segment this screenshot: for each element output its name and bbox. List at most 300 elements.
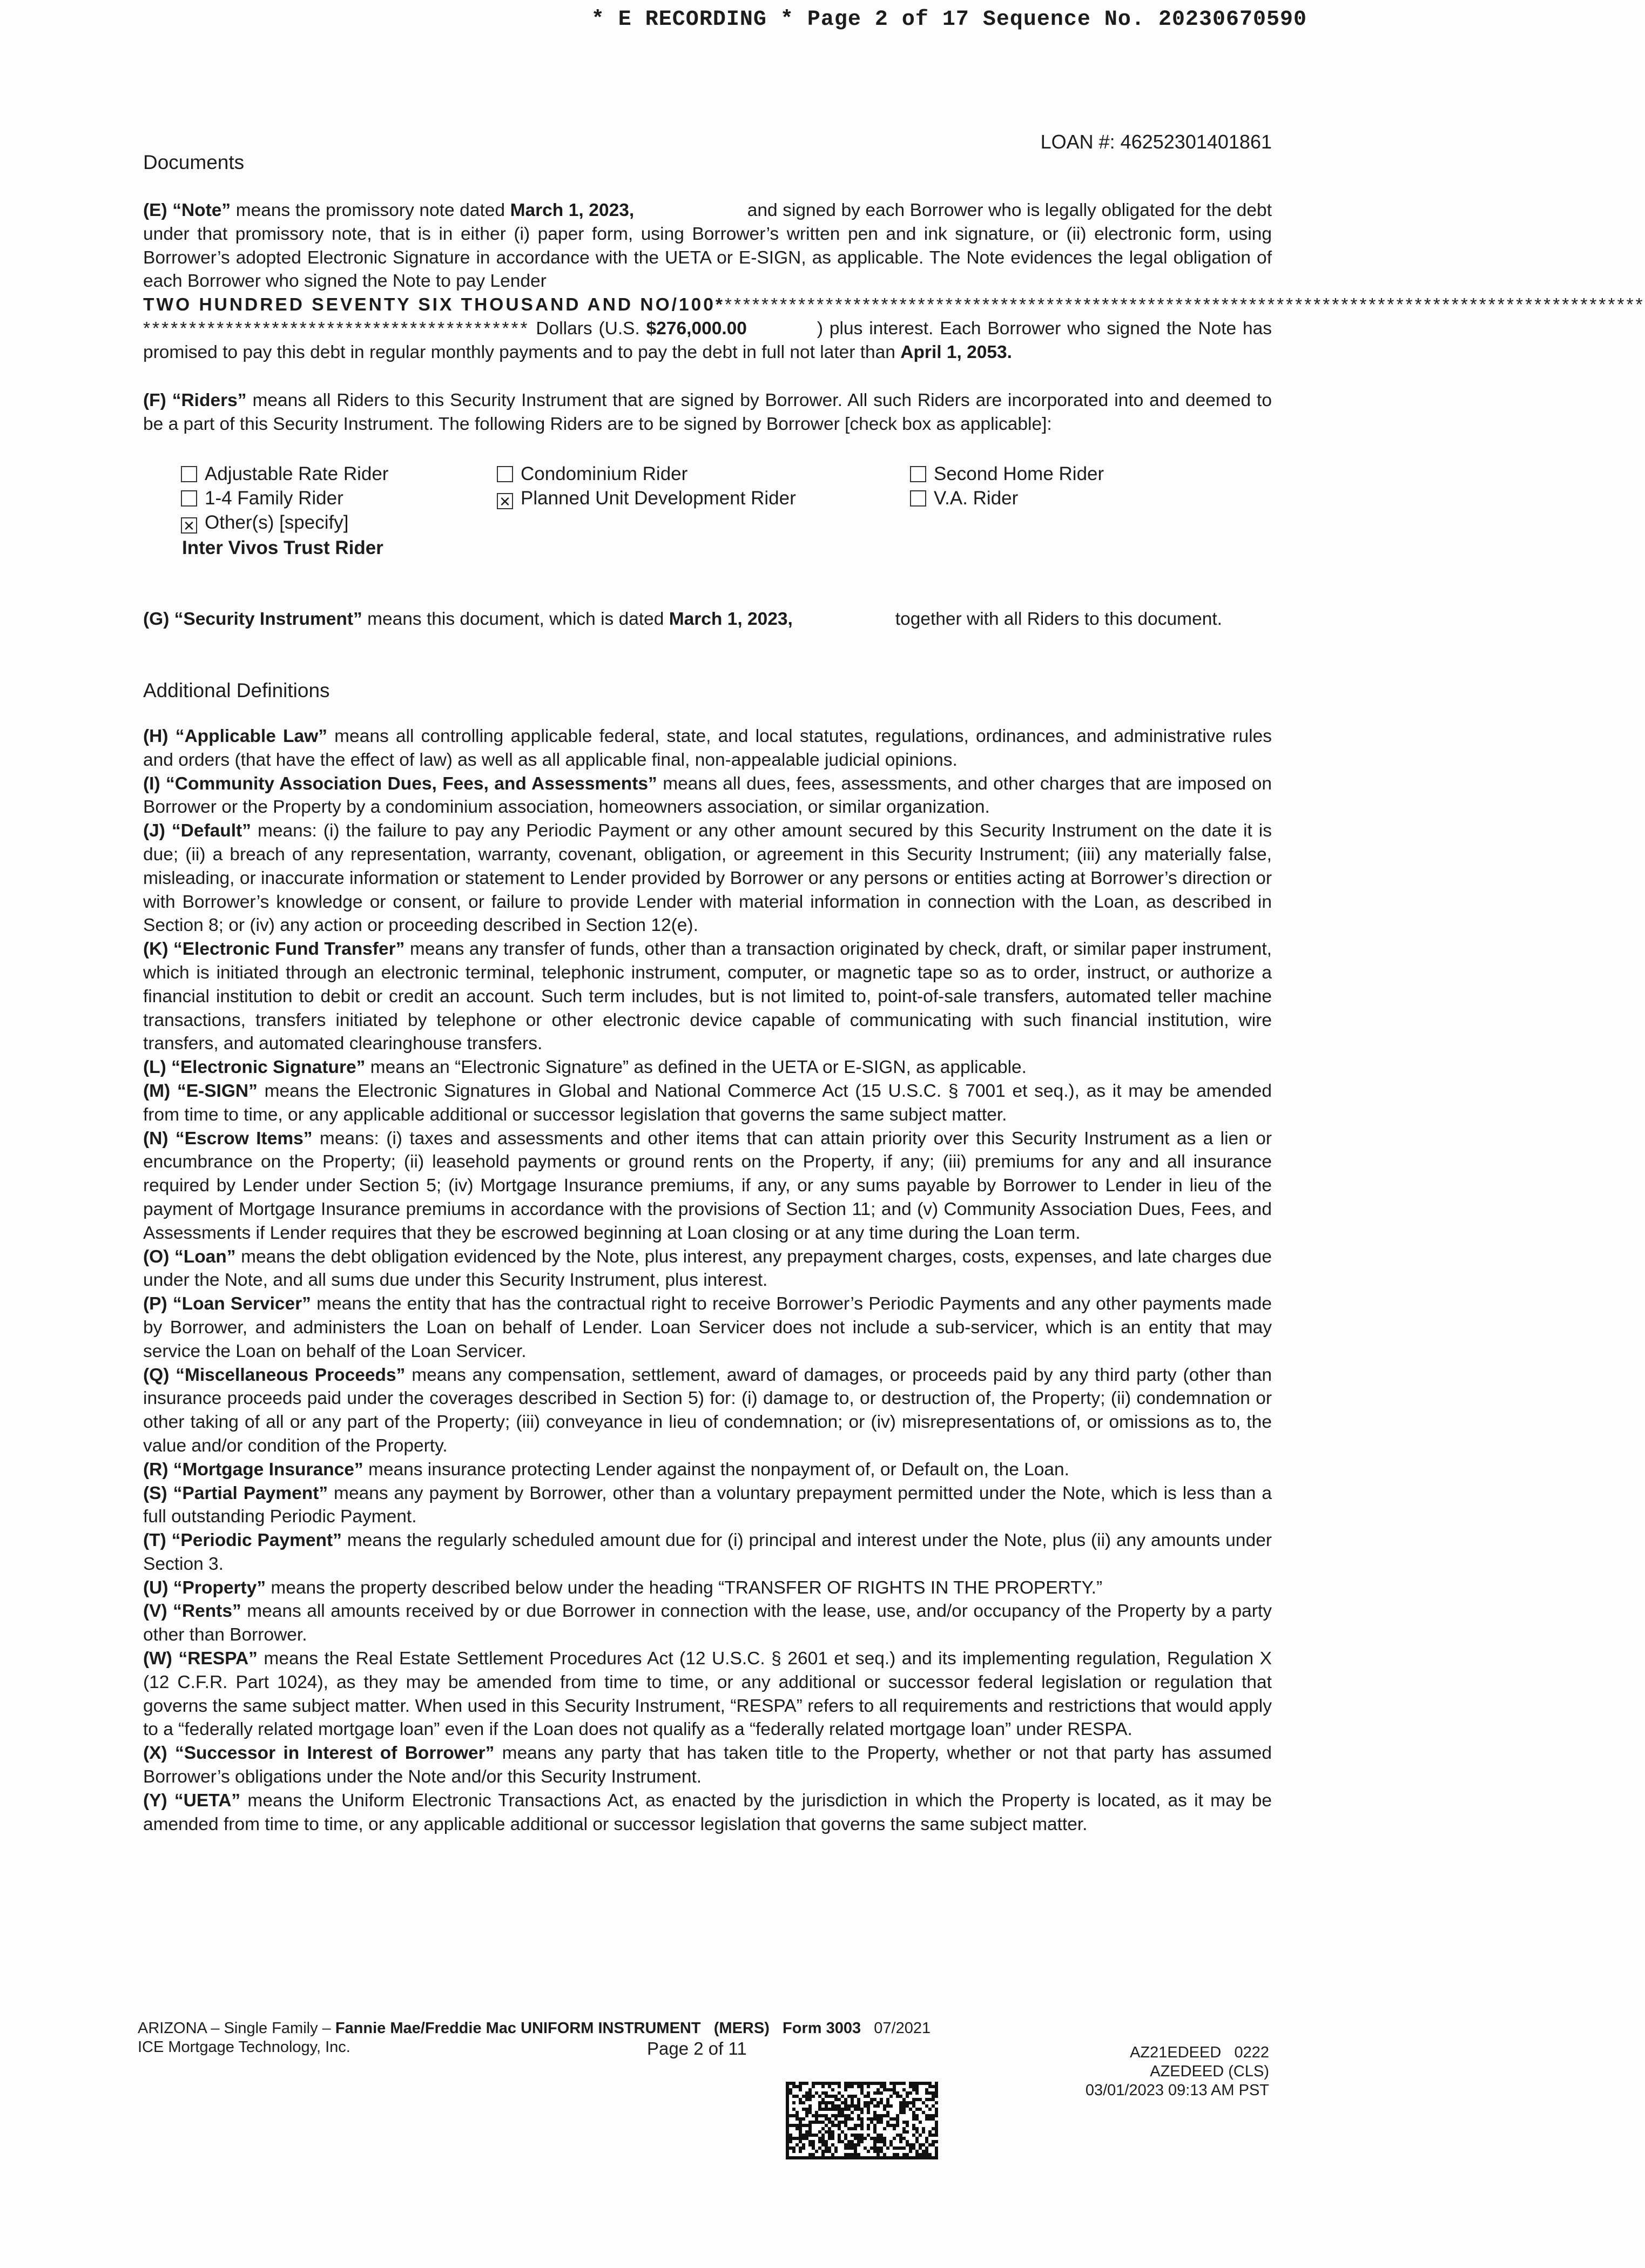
barcode-module — [932, 2114, 935, 2117]
barcode-module — [851, 2143, 854, 2146]
barcode-module — [795, 2117, 799, 2121]
barcode-module — [792, 2082, 795, 2085]
note-text-1: means the promissory note dated — [231, 200, 510, 220]
definition-text: means the debt obligation evidenced by the Note, plus interest, any prepayment charges, costs, expenses, and late charges due under the Note, and all sums due under this Security Instrument, plus interest. — [143, 1246, 1272, 1291]
barcode-module — [928, 2114, 932, 2117]
barcode-module — [889, 2140, 893, 2143]
barcode-module — [915, 2127, 919, 2130]
barcode-module — [786, 2098, 789, 2101]
barcode-module — [925, 2088, 928, 2091]
barcode-module — [883, 2104, 886, 2108]
barcode-module — [831, 2095, 834, 2098]
barcode-module — [889, 2117, 893, 2121]
barcode-module — [935, 2127, 938, 2130]
barcode-module — [825, 2130, 828, 2134]
barcode-module — [847, 2156, 851, 2159]
barcode-module — [880, 2082, 883, 2085]
barcode-module — [844, 2114, 847, 2117]
barcode-module — [877, 2117, 880, 2121]
barcode-module — [912, 2111, 915, 2114]
barcode-module — [854, 2156, 857, 2159]
barcode-module — [925, 2137, 928, 2140]
barcode-module — [847, 2114, 851, 2117]
barcode-module — [805, 2156, 808, 2159]
barcode-module — [841, 2095, 844, 2098]
barcode-module — [828, 2082, 831, 2085]
barcode-module — [812, 2085, 815, 2088]
barcode-module — [815, 2114, 818, 2117]
barcode-module — [877, 2101, 880, 2104]
barcode-module — [808, 2127, 812, 2130]
definition-label: (M) “E-SIGN” — [143, 1081, 258, 1101]
barcode-module — [802, 2101, 805, 2104]
barcode-module — [844, 2124, 847, 2127]
barcode-module — [834, 2095, 838, 2098]
barcode-module — [854, 2150, 857, 2153]
definition-label: (J) “Default” — [143, 821, 251, 841]
barcode-module — [873, 2111, 877, 2114]
checkbox-1-4-family[interactable] — [181, 490, 197, 507]
barcode-module — [805, 2114, 808, 2117]
barcode-module — [786, 2146, 789, 2150]
definition-item — [143, 1482, 1272, 1529]
barcode-module — [857, 2134, 860, 2137]
barcode-module — [912, 2134, 915, 2137]
barcode-module — [928, 2153, 932, 2156]
barcode-module — [928, 2134, 932, 2137]
barcode-module — [902, 2153, 906, 2156]
rider-condominium[interactable] — [497, 463, 687, 485]
barcode-module — [899, 2111, 902, 2114]
definition-item — [143, 1245, 1272, 1293]
barcode-module — [805, 2134, 808, 2137]
barcode-module — [844, 2088, 847, 2091]
checkbox-other[interactable]: ✕ — [181, 517, 197, 534]
definition-label: (V) “Rents” — [143, 1601, 241, 1622]
datamatrix-barcode — [786, 2082, 940, 2162]
barcode-module — [922, 2150, 925, 2153]
barcode-module — [818, 2095, 821, 2098]
barcode-module — [919, 2082, 922, 2085]
rider-label: Adjustable Rate Rider — [205, 463, 389, 484]
barcode-module — [932, 2143, 935, 2146]
barcode-module — [847, 2153, 851, 2156]
barcode-module — [935, 2130, 938, 2134]
barcode-module — [789, 2146, 792, 2150]
barcode-module — [828, 2130, 831, 2134]
barcode-module — [893, 2117, 896, 2121]
barcode-module — [847, 2143, 851, 2146]
barcode-module — [864, 2137, 867, 2140]
barcode-module — [825, 2104, 828, 2108]
riders-definition — [143, 389, 1272, 436]
barcode-module — [795, 2143, 799, 2146]
barcode-module — [902, 2146, 906, 2150]
barcode-module — [838, 2156, 841, 2159]
barcode-module — [877, 2121, 880, 2124]
barcode-module — [821, 2156, 825, 2159]
barcode-module — [831, 2108, 834, 2111]
barcode-module — [854, 2146, 857, 2150]
barcode-module — [899, 2104, 902, 2108]
barcode-module — [870, 2117, 873, 2121]
barcode-module — [906, 2091, 909, 2095]
barcode-module — [831, 2114, 834, 2117]
barcode-module — [805, 2111, 808, 2114]
rider-1-4-family[interactable] — [181, 488, 343, 509]
barcode-module — [893, 2127, 896, 2130]
barcode-module — [925, 2091, 928, 2095]
barcode-module — [880, 2156, 883, 2159]
barcode-module — [864, 2101, 867, 2104]
barcode-module — [854, 2095, 857, 2098]
barcode-module — [838, 2111, 841, 2114]
form-code: AZ21EDEED 0222 — [1130, 2044, 1269, 2061]
barcode-module — [844, 2143, 847, 2146]
barcode-module — [886, 2146, 889, 2150]
barcode-module — [789, 2137, 792, 2140]
barcode-module — [935, 2091, 938, 2095]
barcode-module — [880, 2134, 883, 2137]
barcode-module — [802, 2146, 805, 2150]
barcode-module — [935, 2085, 938, 2088]
barcode-module — [851, 2117, 854, 2121]
barcode-module — [847, 2095, 851, 2098]
barcode-module — [854, 2153, 857, 2156]
barcode-module — [925, 2153, 928, 2156]
definitions-list — [143, 725, 1272, 1836]
barcode-module — [786, 2156, 789, 2159]
barcode-module — [802, 2117, 805, 2121]
form-prefix: ARIZONA – Single Family – — [138, 2020, 335, 2037]
barcode-module — [795, 2127, 799, 2130]
barcode-module — [851, 2085, 854, 2088]
barcode-module — [786, 2091, 789, 2095]
barcode-module — [815, 2111, 818, 2114]
barcode-module — [792, 2108, 795, 2111]
barcode-module — [851, 2098, 854, 2101]
barcode-module — [896, 2124, 899, 2127]
barcode-module — [867, 2101, 870, 2104]
barcode-module — [889, 2088, 893, 2091]
definition-text: means the regularly scheduled amount due for (i) principal and interest under the Note, plus (ii) any amounts under Section 3. — [143, 1530, 1272, 1574]
rider-va[interactable] — [910, 488, 1018, 509]
barcode-module — [838, 2082, 841, 2085]
barcode-module — [841, 2111, 844, 2114]
barcode-module — [792, 2156, 795, 2159]
barcode-module — [825, 2108, 828, 2111]
barcode-module — [893, 2124, 896, 2127]
barcode-module — [925, 2117, 928, 2121]
definition-text: means: (i) taxes and assessments and other items that can attain priority over this Security Instrument as a lien or encumbrance on the Property; (ii) leasehold payments or ground rents on the Property, if any; (iii) premiums for any and all insurance required by Lender under Section 5; (iv) Mortgage Insurance premiums, if any, or any sums payable by Borrower to Lender in lieu of the payment of Mortgage Insurance premiums in accordance with the provisions of Section 11; and (v) Community Association Dues, Fees, and Assessments if Lender requires that they be escrowed beginning at Loan closing or at any time during the Loan term. — [143, 1128, 1272, 1243]
barcode-module — [821, 2091, 825, 2095]
checkbox-condominium[interactable] — [497, 466, 513, 482]
barcode-module — [812, 2134, 815, 2137]
barcode-module — [825, 2117, 828, 2121]
barcode-module — [935, 2111, 938, 2114]
definition-text: means all dues, fees, assessments, and other charges that are imposed on Borrower or the Property by a condominium association, homeowners association, or similar organization. — [143, 773, 1272, 818]
barcode-module — [873, 2143, 877, 2146]
barcode-module — [831, 2101, 834, 2104]
barcode-module — [889, 2156, 893, 2159]
barcode-module — [805, 2130, 808, 2134]
barcode-module — [847, 2085, 851, 2088]
barcode-module — [922, 2127, 925, 2130]
barcode-module — [838, 2085, 841, 2088]
barcode-module — [857, 2140, 860, 2143]
barcode-module — [899, 2137, 902, 2140]
rider-second-home[interactable] — [910, 463, 1104, 485]
barcode-module — [831, 2134, 834, 2137]
barcode-module — [886, 2111, 889, 2114]
barcode-module — [851, 2082, 854, 2085]
rider-pud[interactable] — [497, 488, 796, 509]
barcode-module — [841, 2156, 844, 2159]
barcode-module — [932, 2127, 935, 2130]
barcode-module — [880, 2114, 883, 2117]
barcode-module — [893, 2156, 896, 2159]
maturity-date: April 1, 2053. — [900, 342, 1012, 362]
barcode-module — [851, 2153, 854, 2156]
barcode-module — [867, 2156, 870, 2159]
barcode-module — [899, 2140, 902, 2143]
barcode-module — [928, 2130, 932, 2134]
barcode-module — [928, 2098, 932, 2101]
barcode-module — [841, 2140, 844, 2143]
barcode-module — [828, 2146, 831, 2150]
barcode-module — [880, 2137, 883, 2140]
definition-label: (Q) “Miscellaneous Proceeds” — [143, 1365, 406, 1385]
barcode-module — [873, 2127, 877, 2130]
barcode-module — [909, 2150, 912, 2153]
barcode-module — [805, 2124, 808, 2127]
barcode-module — [799, 2130, 802, 2134]
barcode-module — [857, 2143, 860, 2146]
note-date: March 1, 2023, — [510, 200, 635, 220]
barcode-module — [877, 2104, 880, 2108]
barcode-module — [857, 2114, 860, 2117]
barcode-module — [821, 2101, 825, 2104]
definition-item — [143, 819, 1272, 937]
barcode-module — [880, 2091, 883, 2095]
barcode-module — [919, 2153, 922, 2156]
barcode-module — [825, 2091, 828, 2095]
barcode-module — [786, 2127, 789, 2130]
barcode-module — [818, 2121, 821, 2124]
definition-text: means an “Electronic Signature” as defined in the UETA or E-SIGN, as applicable. — [365, 1057, 1027, 1078]
barcode-module — [877, 2150, 880, 2153]
barcode-module — [935, 2088, 938, 2091]
rider-other[interactable] — [181, 512, 348, 534]
barcode-module — [925, 2114, 928, 2117]
definition-text: means the entity that has the contractual right to receive Borrower’s Periodic Payments and any other payments made by Borrower, and administers the Loan on behalf of Lender. Loan Servicer does not include a sub-servicer, which is an entity that may service the Loan on behalf of the Loan Servicer. — [143, 1294, 1272, 1361]
barcode-module — [828, 2085, 831, 2088]
rider-label: Condominium Rider — [521, 463, 688, 484]
barcode-module — [867, 2124, 870, 2127]
barcode-module — [799, 2137, 802, 2140]
checkbox-second-home[interactable] — [910, 466, 926, 482]
barcode-module — [889, 2104, 893, 2108]
barcode-module — [838, 2127, 841, 2130]
barcode-module — [799, 2085, 802, 2088]
barcode-module — [815, 2121, 818, 2124]
checkbox-pud[interactable]: ✕ — [497, 493, 513, 509]
barcode-module — [883, 2153, 886, 2156]
definition-text: means all controlling applicable federal, state, and local statutes, regulations, ordinances, and administrative rules and orders (that have the effect of law) as well as all applicable final, non-appealable judicial opinions. — [143, 726, 1272, 770]
barcode-module — [815, 2091, 818, 2095]
security-instrument-text-1: means this document, which is dated — [362, 609, 669, 629]
barcode-module — [893, 2091, 896, 2095]
barcode-module — [825, 2146, 828, 2150]
barcode-module — [877, 2156, 880, 2159]
barcode-module — [851, 2101, 854, 2104]
barcode-module — [902, 2111, 906, 2114]
barcode-module — [841, 2108, 844, 2111]
barcode-module — [857, 2098, 860, 2101]
barcode-module — [915, 2140, 919, 2143]
barcode-module — [795, 2124, 799, 2127]
barcode-module — [932, 2085, 935, 2088]
barcode-module — [873, 2104, 877, 2108]
barcode-module — [860, 2091, 864, 2095]
barcode-module — [838, 2134, 841, 2137]
barcode-module — [912, 2085, 915, 2088]
barcode-module — [919, 2108, 922, 2111]
barcode-module — [870, 2156, 873, 2159]
barcode-module — [808, 2095, 812, 2098]
barcode-module — [834, 2156, 838, 2159]
barcode-module — [831, 2082, 834, 2085]
barcode-module — [857, 2117, 860, 2121]
barcode-module — [795, 2085, 799, 2088]
barcode-module — [886, 2114, 889, 2117]
barcode-module — [928, 2108, 932, 2111]
checkbox-adjustable-rate[interactable] — [181, 466, 197, 482]
barcode-module — [844, 2101, 847, 2104]
barcode-module — [899, 2101, 902, 2104]
form-date: 07/2021 — [874, 2020, 931, 2037]
barcode-module — [880, 2117, 883, 2121]
barcode-module — [844, 2082, 847, 2085]
barcode-module — [854, 2108, 857, 2111]
barcode-module — [818, 2156, 821, 2159]
barcode-module — [808, 2124, 812, 2127]
barcode-module — [902, 2088, 906, 2091]
barcode-module — [925, 2104, 928, 2108]
barcode-module — [912, 2082, 915, 2085]
barcode-module — [818, 2108, 821, 2111]
barcode-module — [932, 2156, 935, 2159]
barcode-module — [786, 2137, 789, 2140]
barcode-module — [935, 2101, 938, 2104]
barcode-module — [922, 2101, 925, 2104]
barcode-module — [818, 2137, 821, 2140]
barcode-module — [867, 2108, 870, 2111]
barcode-module — [932, 2098, 935, 2101]
barcode-module — [825, 2140, 828, 2143]
barcode-module — [821, 2137, 825, 2140]
barcode-module — [915, 2082, 919, 2085]
barcode-module — [867, 2117, 870, 2121]
barcode-module — [821, 2140, 825, 2143]
barcode-module — [896, 2156, 899, 2159]
barcode-module — [805, 2095, 808, 2098]
barcode-module — [786, 2108, 789, 2111]
barcode-module — [786, 2124, 789, 2127]
barcode-module — [877, 2134, 880, 2137]
barcode-module — [854, 2124, 857, 2127]
checkbox-va[interactable] — [910, 490, 926, 507]
vendor-name: ICE Mortgage Technology, Inc. — [138, 2039, 350, 2056]
barcode-module — [812, 2143, 815, 2146]
barcode-module — [821, 2127, 825, 2130]
rider-adjustable-rate[interactable] — [181, 463, 388, 485]
note-text-3: ) plus interest. Each Borrower who signed the Note has promised to pay this debt in regular monthly payments and to pay the debt in full not later than — [143, 318, 1272, 362]
barcode-module — [932, 2104, 935, 2108]
definition-label: (K) “Electronic Fund Transfer” — [143, 939, 405, 960]
riders-label: (F) “Riders” — [143, 390, 247, 410]
barcode-module — [789, 2140, 792, 2143]
barcode-module — [915, 2156, 919, 2159]
barcode-module — [915, 2098, 919, 2101]
barcode-module — [812, 2082, 815, 2085]
barcode-module — [799, 2127, 802, 2130]
barcode-module — [909, 2146, 912, 2150]
barcode-module — [922, 2130, 925, 2134]
barcode-module — [928, 2143, 932, 2146]
barcode-module — [812, 2095, 815, 2098]
definition-item — [143, 1576, 1272, 1600]
barcode-module — [808, 2111, 812, 2114]
barcode-module — [792, 2101, 795, 2104]
barcode-module — [818, 2114, 821, 2117]
barcode-module — [808, 2140, 812, 2143]
barcode-module — [844, 2085, 847, 2088]
barcode-module — [805, 2091, 808, 2095]
barcode-module — [841, 2114, 844, 2117]
barcode-module — [792, 2114, 795, 2117]
barcode-module — [860, 2134, 864, 2137]
barcode-module — [841, 2101, 844, 2104]
barcode-module — [828, 2137, 831, 2140]
barcode-module — [851, 2140, 854, 2143]
barcode-module — [821, 2085, 825, 2088]
barcode-module — [873, 2130, 877, 2134]
barcode-module — [909, 2082, 912, 2085]
barcode-module — [838, 2124, 841, 2127]
barcode-module — [860, 2082, 864, 2085]
barcode-module — [877, 2140, 880, 2143]
barcode-module — [828, 2127, 831, 2130]
barcode-module — [912, 2101, 915, 2104]
barcode-module — [799, 2101, 802, 2104]
barcode-module — [899, 2082, 902, 2085]
barcode-module — [909, 2101, 912, 2104]
note-label: (E) “Note” — [143, 200, 231, 220]
barcode-module — [818, 2082, 821, 2085]
barcode-module — [799, 2156, 802, 2159]
barcode-module — [932, 2140, 935, 2143]
barcode-module — [860, 2140, 864, 2143]
rider-label: 1-4 Family Rider — [205, 488, 343, 509]
barcode-module — [799, 2140, 802, 2143]
barcode-module — [915, 2088, 919, 2091]
barcode-module — [792, 2146, 795, 2150]
barcode-module — [792, 2124, 795, 2127]
barcode-module — [838, 2104, 841, 2108]
barcode-module — [867, 2082, 870, 2085]
definition-item — [143, 937, 1272, 1056]
